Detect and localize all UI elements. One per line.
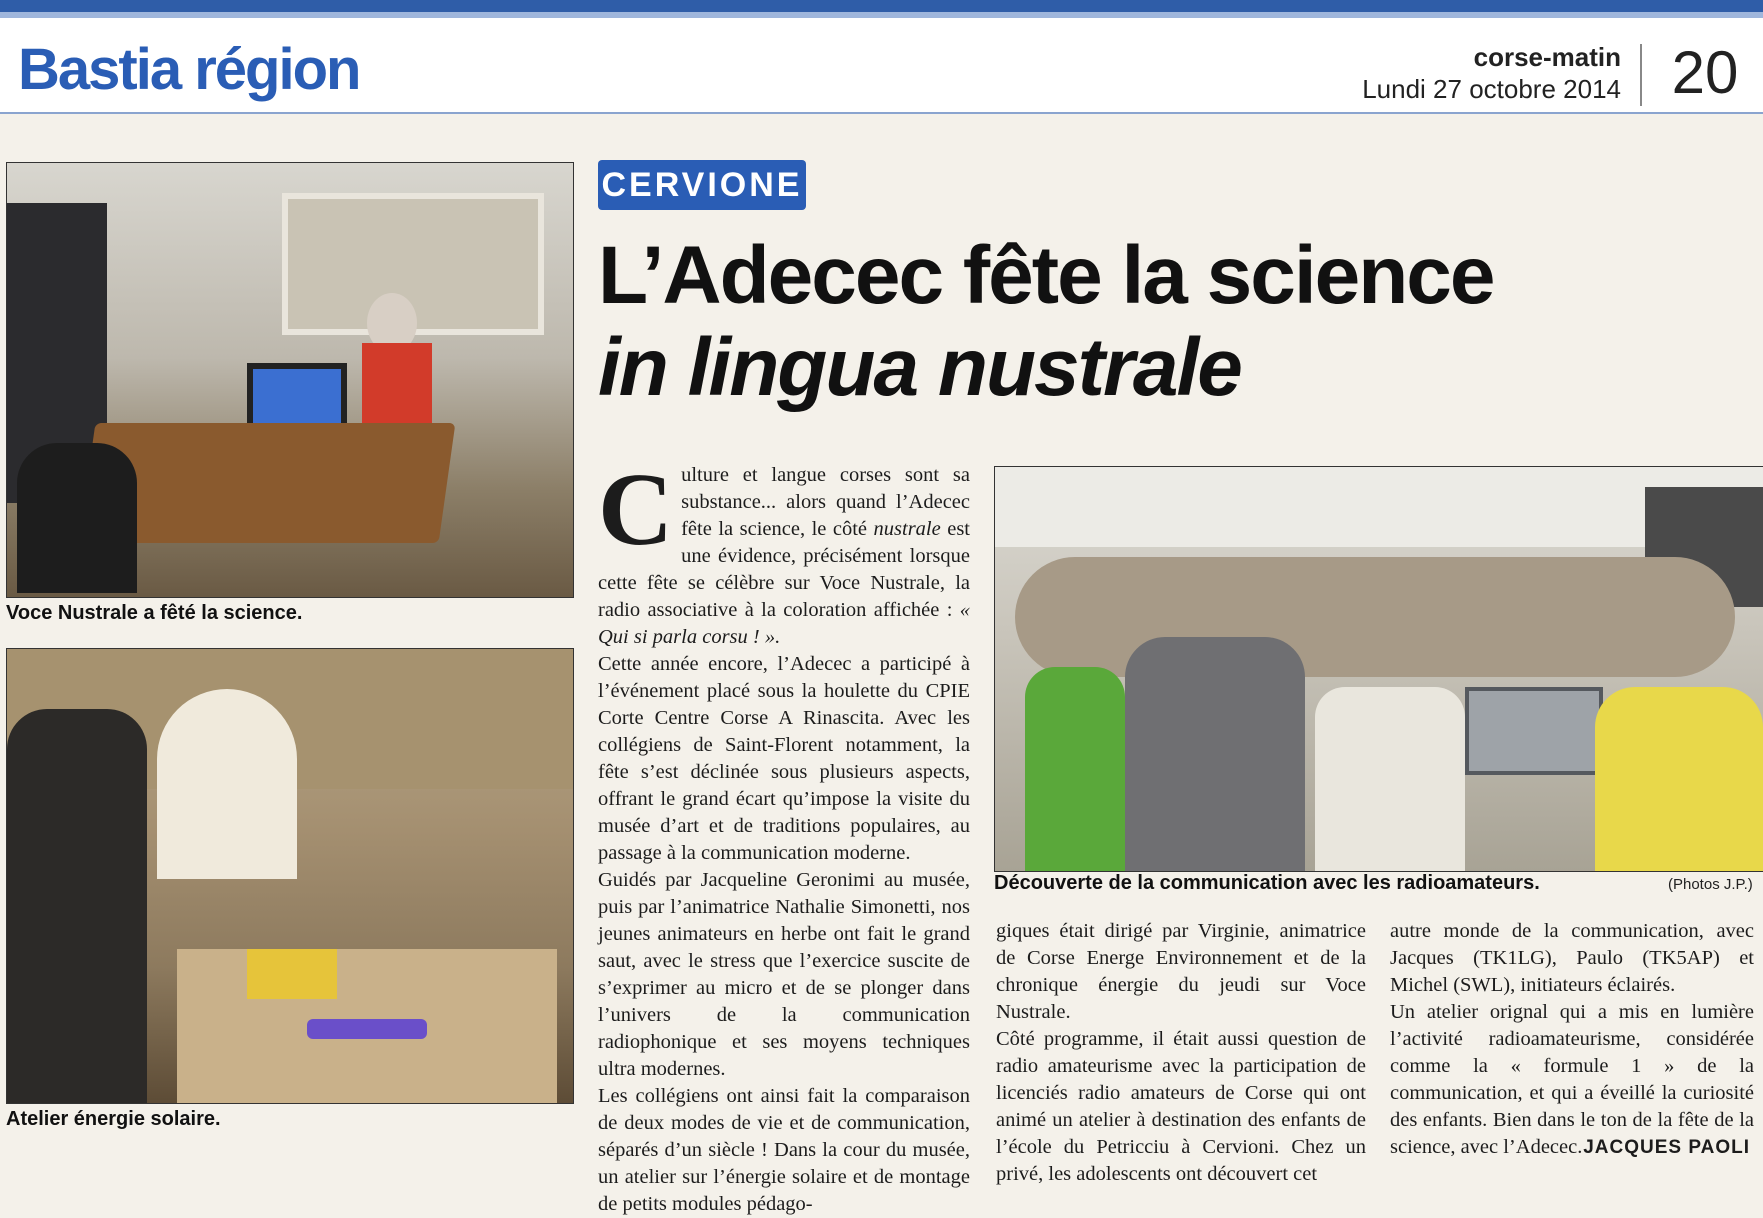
top-color-band [0,0,1763,12]
child-yellow-shirt [1595,687,1763,871]
paragraph-6: Un atelier orignal qui a mis en lumière l’activité radioamateurisme, considérée comme la « formule 1 » de la communication, et qui a éveillé la curiosité des enfants. Bien dans le ton de la fête de la science, avec l’Adecec. [1390,1001,1754,1158]
issue-date: Lundi 27 octobre 2014 [1362,74,1621,104]
intro-paragraph [598,452,970,651]
teacher-figure [7,709,147,1103]
paragraph-3: Guidés par Jacqueline Geronimi au musée, puis par l’animatrice Nathalie Simonetti, nos jeunes animateurs en herbe ont fait le grand saut, avec le stress que l’exercice suscite de s’exprimer au micro et de se plonger dans l’univers de la communication radiophonique et ses moyens techniques ultra modernes. [598,869,970,1080]
intro-quote: « Qui si parla corsu ! ». [598,599,970,648]
paragraph-2: Cette année encore, l’Adecec a participé à l’événement placé sous la houlette du CPIE Corte Centre Corse A Rinascita. Avec les collégiens de Saint-Florent notamment, la fête s’est déclinée sous plusieurs aspects, offrant le grand écart qu’impose la visite du musée d’art et de traditions populaires, au passage à la communication moderne. [598,653,970,864]
paragraph-5-start: Côté programme, il était aussi question de radio amateurisme avec la participation de licenciés radio amateurs de Corse qui ont animé un atelier à destination des enfants de l’école du Petricciu à Cervioni. Chez un privé, les adolescents ont découvert cet [996,1028,1366,1185]
caption-radio: Voce Nustrale a fêté la science. [6,602,303,624]
dropcap: C [598,452,674,567]
headline-line-2: in lingua nustrale [598,322,1241,413]
arch-opening [157,689,297,879]
child-shirt-green [1025,667,1125,871]
author-byline: JACQUES PAOLI [1583,1137,1750,1158]
page-number: 20 [1671,39,1739,106]
solar-kit-box [247,949,337,999]
paragraph-4-end: giques était dirigé par Virginie, animatrice de Corse Energe Environnement et de la chronique énergie du jeudi sur Voce Nustrale. [996,920,1366,1023]
paragraph-5-end: autre monde de la communication, avec Jacques (TK1LG), Paulo (TK5AP) et Michel (SWL), initiateurs éclairés. [1390,920,1754,996]
page-header [0,18,1763,114]
monitor-screen [253,369,341,425]
child-shirt-red [362,343,432,423]
article-column-2 [996,918,1366,1188]
paragraph-4-start: Les collégiens ont ainsi fait la comparaison de deux modes de vie et de communication, séparés d’un siècle ! Dans la cour du musée, un atelier sur l’énergie solaire et de montage de petits modules pédago- [598,1085,970,1215]
caption-group: Découverte de la communication avec les radioamateurs. [994,872,1540,894]
header-divider [1640,44,1642,106]
caption-solar: Atelier énergie solaire. [6,1108,221,1130]
photo-radioamateurs [994,466,1763,872]
intro-italic: nustrale [873,518,941,540]
article-column-1 [598,452,970,1218]
photo-credit: (Photos J.P.) [1668,876,1753,893]
children-group-back [1015,557,1735,677]
intro-text-2: est une évidence, précisément lorsque cette fête se célèbre sur Voce Nustrale, la radio associative à la coloration affichée : [598,518,970,621]
article-column-3 [1390,918,1754,1161]
radio-screen [1465,687,1603,775]
presenter-figure [17,443,137,593]
intro-text: ulture et langue corses sont sa substance... alors quand l’Adecec fête la science, le côté [681,464,970,540]
child-grey-shirt [1125,637,1305,871]
purple-modules [307,1019,427,1039]
photo-solar-workshop [6,648,574,1104]
location-tag: CERVIONE [598,160,806,210]
article-headline [598,230,1598,414]
photo-radio-studio [6,162,574,598]
newspaper-name: corse-matin [1473,42,1621,72]
section-title: Bastia région [18,37,360,102]
child-white-shirt [1315,687,1465,871]
headline-line-1: L’Adecec fête la science [598,230,1494,321]
